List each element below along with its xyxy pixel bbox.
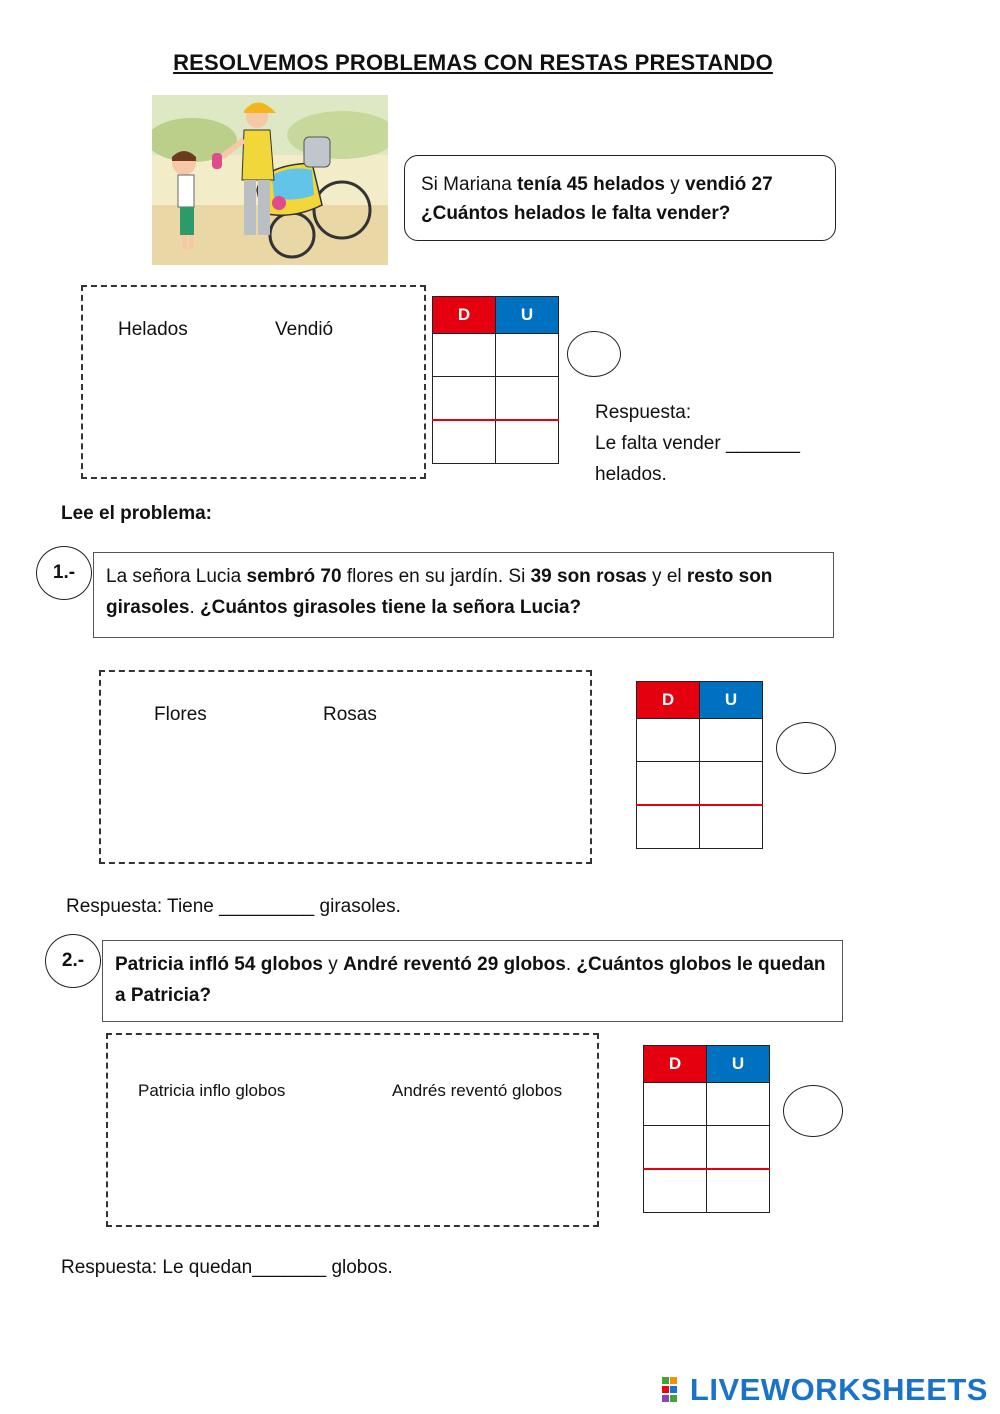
problem-1-text: .	[189, 597, 200, 618]
digit-cell[interactable]	[433, 377, 496, 421]
problem-1-text: flores en su jardín. Si	[341, 566, 531, 587]
problem-1-bold: sembró 70	[246, 566, 342, 587]
brand-text: LIVEWORKSHEETS	[689, 1372, 988, 1407]
ice-cream-vendor-illustration	[152, 95, 388, 265]
digit-cell[interactable]	[637, 719, 700, 762]
example-prompt-bold-1: tenía 45 helados	[517, 174, 665, 195]
example-answer-line2: helados.	[595, 464, 667, 485]
problem-1-label-rosas: Rosas	[323, 704, 377, 725]
problem-2-bold: André reventó 29 globos	[343, 954, 566, 975]
example-problem-bubble	[404, 155, 836, 241]
example-label-helados: Helados	[118, 319, 188, 340]
units-header: U	[496, 297, 559, 334]
problem-1-work-area[interactable]	[99, 670, 592, 864]
result-cell[interactable]	[707, 1169, 770, 1213]
result-cell[interactable]	[433, 420, 496, 464]
digit-cell[interactable]	[700, 719, 763, 762]
example-answer-line1: Le falta vender _______	[595, 433, 800, 454]
digit-cell[interactable]	[644, 1083, 707, 1126]
problem-1-bold: 39 son rosas	[530, 566, 647, 587]
problem-2-operation-sign-circle[interactable]	[783, 1085, 843, 1137]
result-cell[interactable]	[496, 420, 559, 464]
tens-header: D	[644, 1046, 707, 1083]
example-work-area[interactable]	[81, 285, 426, 479]
digit-cell[interactable]	[433, 334, 496, 377]
problem-1-bold: resto son girasoles	[106, 566, 773, 618]
digit-cell[interactable]	[700, 762, 763, 806]
result-cell[interactable]	[644, 1169, 707, 1213]
liveworksheets-logo-icon	[662, 1377, 686, 1403]
digit-cell[interactable]	[707, 1083, 770, 1126]
example-label-vendio: Vendió	[275, 319, 334, 340]
problem-1-du-table	[636, 681, 763, 849]
example-answer	[595, 397, 800, 490]
example-question: ¿Cuántos helados le falta vender?	[421, 203, 731, 224]
problem-2-bold: Patricia infló 54 globos	[115, 954, 323, 975]
digit-cell[interactable]	[644, 1126, 707, 1170]
problem-1-operation-sign-circle[interactable]	[776, 722, 836, 774]
digit-cell[interactable]	[637, 762, 700, 806]
example-operation-sign-circle[interactable]	[567, 331, 621, 377]
problem-1-text: La señora Lucia	[106, 566, 247, 587]
tens-header: D	[433, 297, 496, 334]
problem-2-text: .	[565, 954, 577, 975]
problem-2-text: y	[323, 954, 344, 975]
problem-1-text: y el	[646, 566, 687, 587]
problem-2-box	[102, 940, 843, 1022]
problem-1-number: 1.-	[36, 546, 92, 600]
problem-1-answer: Respuesta: Tiene _________ girasoles.	[66, 896, 401, 917]
result-cell[interactable]	[700, 805, 763, 849]
digit-cell[interactable]	[496, 334, 559, 377]
problem-2-question: ¿Cuántos globos le quedan a Patricia?	[115, 954, 826, 1006]
problem-2-number: 2.-	[45, 934, 101, 988]
example-du-table	[432, 296, 559, 464]
example-prompt-bold-2: vendió 27	[685, 174, 773, 195]
digit-cell[interactable]	[707, 1126, 770, 1170]
problem-2-label-patricia: Patricia inflo globos	[138, 1081, 286, 1100]
problem-1-label-flores: Flores	[154, 704, 207, 725]
digit-cell[interactable]	[496, 377, 559, 421]
problem-2-du-table	[643, 1045, 770, 1213]
problem-1-box	[93, 552, 834, 638]
units-header: U	[700, 682, 763, 719]
units-header: U	[707, 1046, 770, 1083]
liveworksheets-brand	[662, 1372, 988, 1408]
result-cell[interactable]	[637, 805, 700, 849]
example-prompt-pre: Si Mariana	[421, 174, 518, 195]
page-title: RESOLVEMOS PROBLEMAS CON RESTAS PRESTANDO	[173, 50, 773, 75]
problem-1-question: ¿Cuántos girasoles tiene la señora Lucia?	[200, 597, 582, 618]
read-instruction: Lee el problema:	[61, 503, 212, 524]
problem-2-label-andres: Andrés reventó globos	[392, 1081, 563, 1100]
example-answer-heading: Respuesta:	[595, 402, 692, 423]
example-prompt-mid: y	[664, 174, 686, 195]
tens-header: D	[637, 682, 700, 719]
problem-2-answer: Respuesta: Le quedan_______ globos.	[61, 1257, 393, 1278]
problem-2-work-area[interactable]	[106, 1033, 599, 1227]
